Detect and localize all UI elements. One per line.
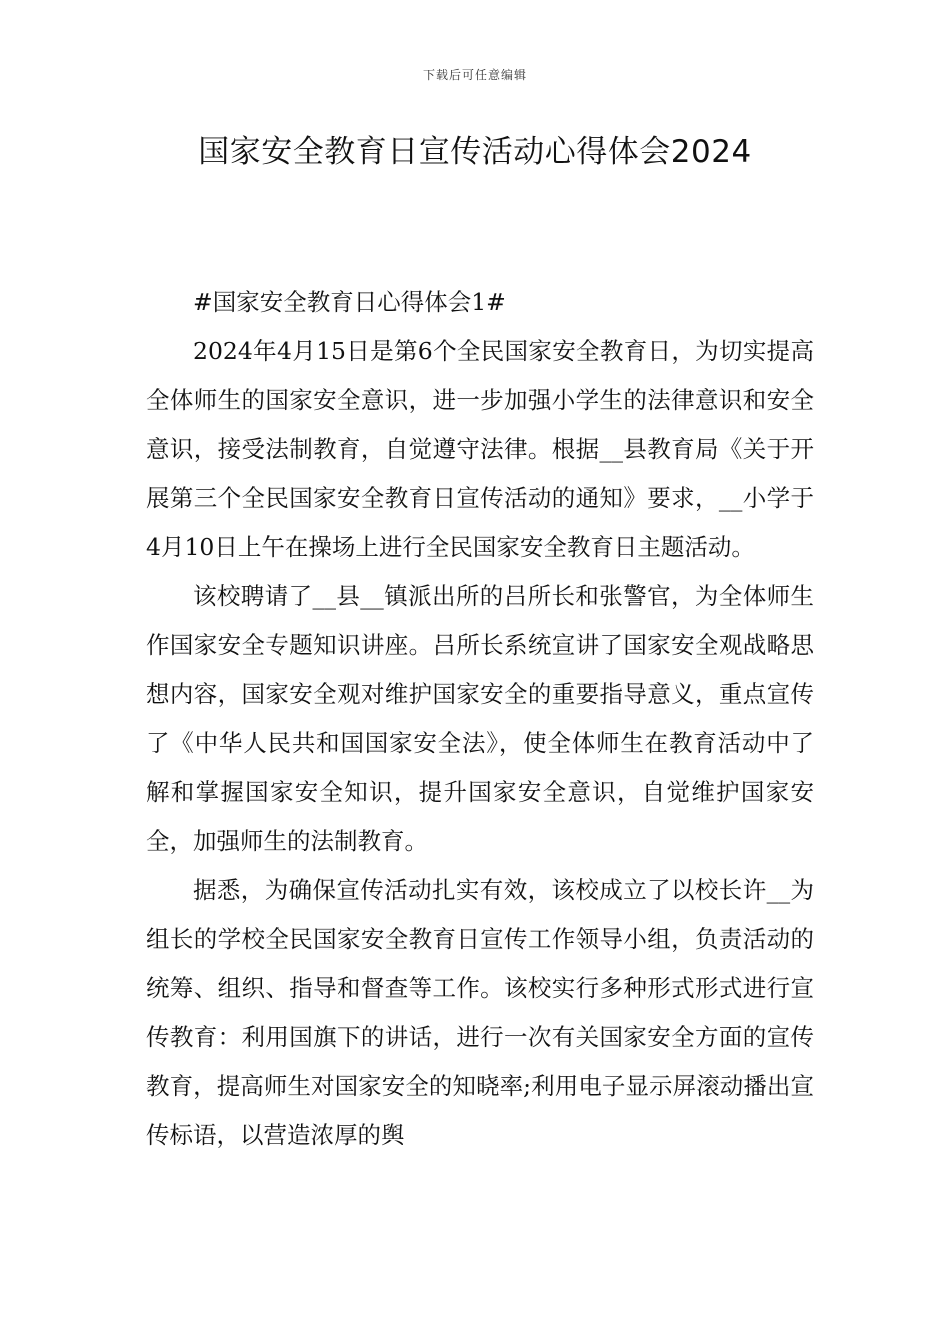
header-note: 下载后可任意编辑: [422, 68, 527, 82]
section-heading: #国家安全教育日心得体会1#: [193, 288, 506, 316]
paragraph-3: 据悉，为确保宣传活动扎实有效，该校成立了以校长许__为组长的学校全民国家安全教育日宣传工作领导小组，负责活动的统筹、组织、指导和督查等工作。该校实行多种形式形式进行宣传教育：利用国旗下的讲话，进行一次有关国家安全方面的宣传教育，提高师生对国家安全的知晓率;利用电子显示屏滚动播出宣传标语，以营造浓厚的舆: [146, 876, 814, 1149]
document-body: [146, 278, 814, 1160]
document-title: 国家安全教育日宣传活动心得体会2024: [198, 134, 752, 170]
paragraph-2: 该校聘请了__县__镇派出所的吕所长和张警官，为全体师生作国家安全专题知识讲座。吕所长系统宣讲了国家安全观战略思想内容，国家安全观对维护国家安全的重要指导意义，重点宣传了《中华人民共和国国家安全法》，使全体师生在教育活动中了解和掌握国家安全知识，提升国家安全意识，自觉维护国家安全，加强师生的法制教育。: [146, 582, 814, 855]
paragraph-1: 2024年4月15日是第6个全民国家安全教育日，为切实提高全体师生的国家安全意识，进一步加强小学生的法律意识和安全意识，接受法制教育，自觉遵守法律。根据__县教育局《关于开展第三个全民国家安全教育日宣传活动的通知》要求，__小学于4月10日上午在操场上进行全民国家安全教育日主题活动。: [146, 337, 814, 561]
